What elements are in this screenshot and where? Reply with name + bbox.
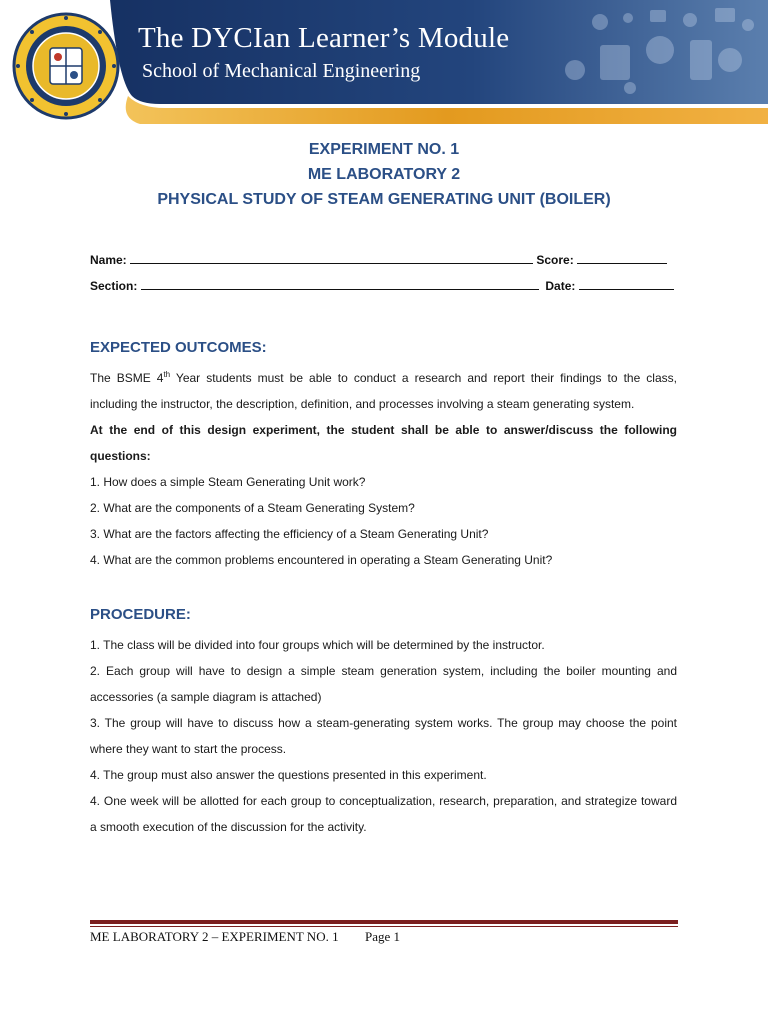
module-title: The DYCIan Learner’s Module [138,22,510,54]
procedure-heading: PROCEDURE: [90,606,191,623]
experiment-number: EXPERIMENT NO. 1 [308,141,460,158]
list-item: 4. The group must also answer the questions presented in this experiment. [90,768,487,782]
list-item: 1. How does a simple Steam Generating Unit work? [90,475,366,489]
course-name: ME LABORATORY 2 [307,166,461,183]
name-score-line [90,252,667,267]
list-item: 2. Each group will have to design a simple steam generation system, including the boiler mounting and accessories (a sample diagram is attached) [90,664,677,704]
list-item: 4. What are the common problems encountered in operating a Steam Generating Unit? [90,553,553,567]
name-label: Name: [90,253,127,267]
outcomes-intro: The BSME 4th Year students must be able to conduct a research and report their findings to the class, including the instructor, the description, definition, and processes involving a steam generating system. [90,370,677,411]
footer-divider [90,920,678,924]
expected-outcomes-heading: EXPECTED OUTCOMES: [90,339,267,356]
list-item: 4. One week will be allotted for each group to conceptualization, research, preparation, and strategize toward a smooth execution of the discussion for the activity. [90,794,677,834]
name-blank[interactable] [130,252,533,264]
list-item: 3. What are the factors affecting the efficiency of a Steam Generating Unit? [90,527,489,541]
experiment-title: PHYSICAL STUDY OF STEAM GENERATING UNIT (BOILER) [157,191,611,208]
section-blank[interactable] [141,278,539,290]
date-blank[interactable] [579,278,674,290]
module-banner [0,0,768,125]
score-label: Score: [536,253,574,267]
outcomes-statement: At the end of this design experiment, the student shall be able to answer/discuss the following questions: [90,423,677,463]
page-number: Page 1 [365,929,401,944]
expected-outcomes-body [90,365,677,573]
school-seal-icon [12,12,120,120]
section-label: Section: [90,279,138,293]
list-item: 2. What are the components of a Steam Generating System? [90,501,415,515]
list-item: 1. The class will be divided into four groups which will be determined by the instructor. [90,638,545,652]
list-item: 3. The group will have to discuss how a steam-generating system works. The group may choose the point where they want to start the process. [90,716,677,756]
procedure-body [90,632,677,840]
school-name: School of Mechanical Engineering [142,60,421,82]
date-label: Date: [545,279,576,293]
footer-divider-thin [90,926,678,927]
footer-course-label: ME LABORATORY 2 – EXPERIMENT NO. 1 [90,929,339,944]
section-date-line [90,278,674,293]
score-blank[interactable] [577,252,667,264]
